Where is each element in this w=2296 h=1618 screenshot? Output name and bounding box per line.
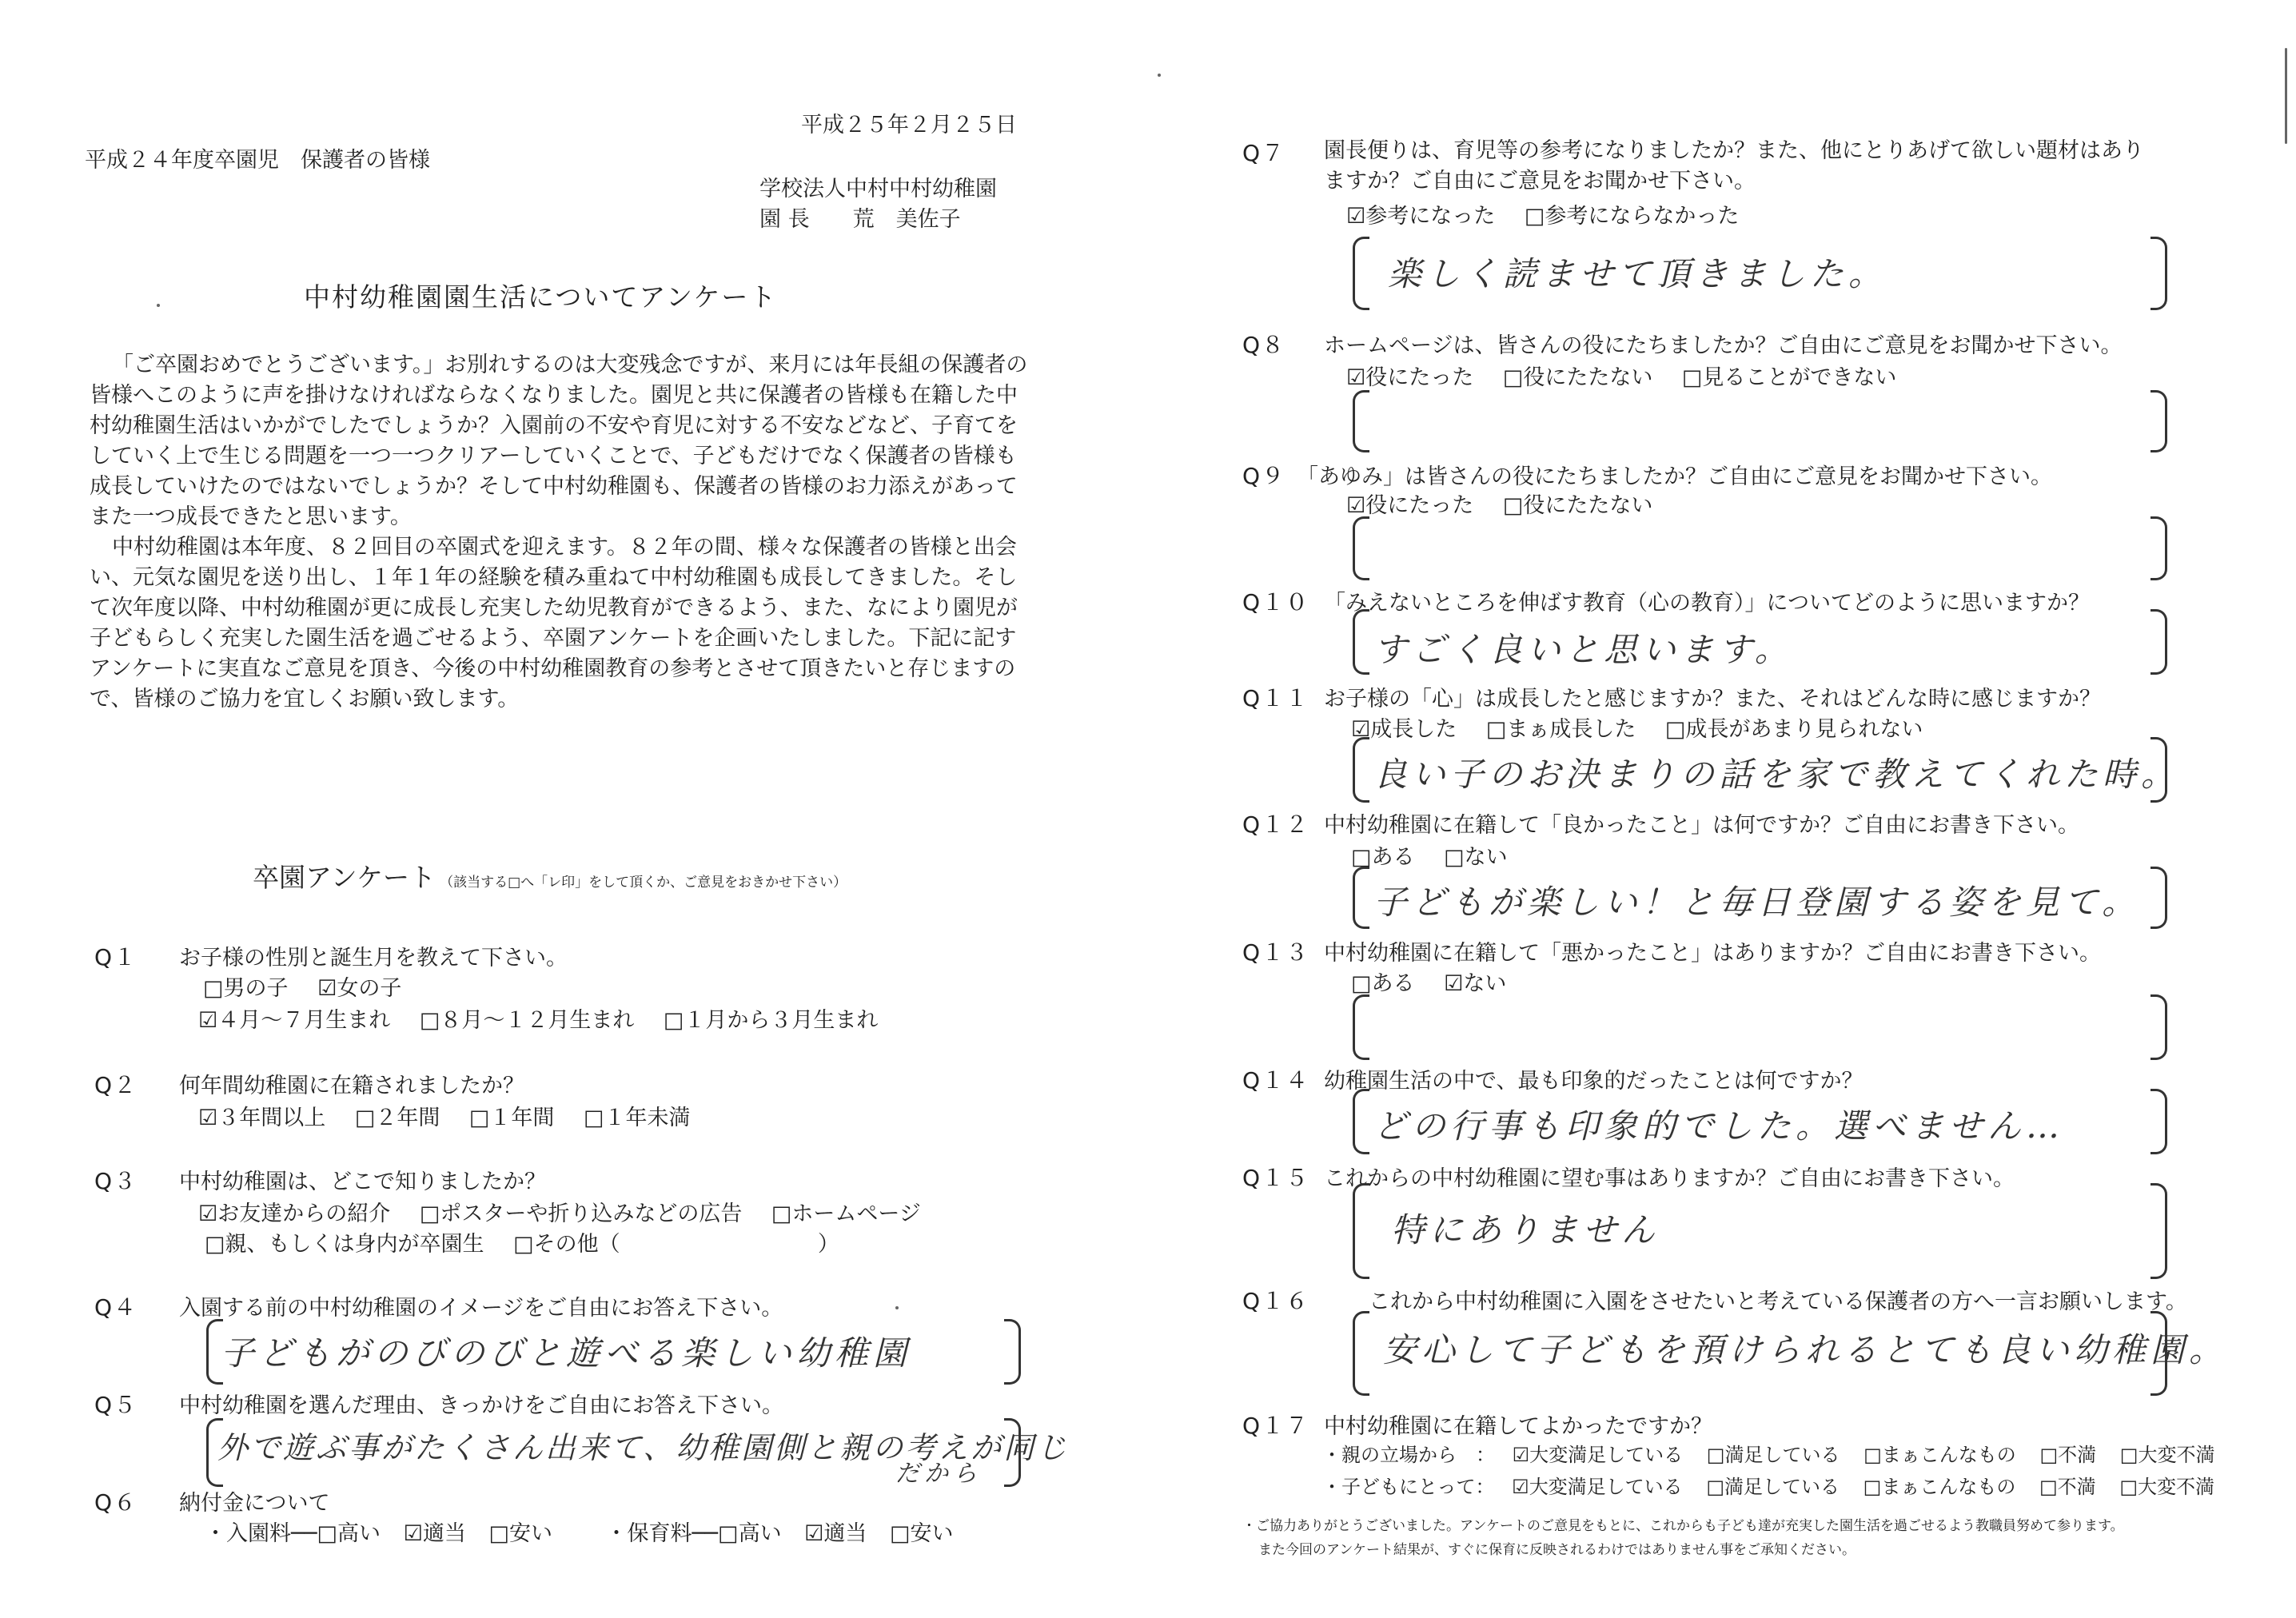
q5-answer-cont[interactable]: だから <box>895 1460 982 1488</box>
q6-tuition-low[interactable]: □安い <box>889 1521 954 1546</box>
q3-other-close: ） <box>817 1232 839 1257</box>
q14-bracket-left <box>1353 1089 1369 1154</box>
q16-answer[interactable]: 安心して子どもを預けられるとても良い幼稚園。 <box>1383 1330 2228 1369</box>
q6-number: Q６ <box>94 1489 138 1516</box>
q9-number: Q９ <box>1242 463 1286 489</box>
q13-option-yes[interactable]: □ある <box>1351 971 1415 996</box>
scan-speck <box>895 1306 899 1309</box>
q12-bracket-right <box>2151 867 2167 929</box>
q12-option-no[interactable]: □ない <box>1444 845 1508 870</box>
q6-entry-high[interactable]: ・入園料──□高い <box>205 1521 381 1546</box>
q17-number: Q１７ <box>1242 1413 1310 1439</box>
intro-text <box>90 350 1029 715</box>
q5-text: 中村幼稚園を選んだ理由、きっかけをご自由にお答え下さい。 <box>179 1393 783 1418</box>
date: 平成２５年２月２５日 <box>801 113 1017 137</box>
q1-option-apr-jul[interactable]: ☑４月～７月生まれ <box>198 1008 391 1033</box>
q13-options <box>1351 966 1529 997</box>
q7-bracket-left <box>1353 237 1369 310</box>
q8-option-cannot-view[interactable]: □見ることができない <box>1681 365 1897 390</box>
q17-parent-unsatisfied[interactable]: □不満 <box>2039 1444 2097 1466</box>
q12-options <box>1351 839 1530 871</box>
q6-entry-fair[interactable]: ☑適当 <box>403 1521 466 1546</box>
q2-number: Q２ <box>94 1072 138 1098</box>
q2-option-1yr[interactable]: □１年間 <box>468 1106 555 1130</box>
q3-option-ad[interactable]: □ポスターや折り込みなどの広告 <box>419 1202 743 1226</box>
q2-option-2yrs[interactable]: □２年間 <box>354 1106 440 1130</box>
q9-options <box>1346 488 1675 519</box>
q17-parent-very-unsatisfied[interactable]: □大変不満 <box>2119 1444 2215 1466</box>
q11-option-grew[interactable]: ☑成長した <box>1351 717 1457 742</box>
survey-heading <box>253 857 847 895</box>
q15-answer[interactable]: 特にありません <box>1391 1210 1660 1249</box>
q3-options-a <box>198 1196 943 1227</box>
q9-text: 「あゆみ」は皆さんの役にたちましたか？ご自由にご意見をお聞かせ下さい。 <box>1297 464 2052 489</box>
q13-bracket-right <box>2151 994 2167 1060</box>
q10-bracket-left <box>1353 609 1369 675</box>
q11-option-somewhat[interactable]: □まぁ成長した <box>1485 717 1636 742</box>
scan-speck <box>2285 48 2287 144</box>
q8-option-not-useful[interactable]: □役にたたない <box>1502 365 1653 390</box>
q17-parent-so-so[interactable]: □まぁこんなもの <box>1864 1444 2016 1466</box>
intro-paragraph-2: 中村幼稚園は本年度、８２回目の卒園式を迎えます。８２年の間、様々な保護者の皆様と出会い、元気な園児を送り出し、１年１年の経験を積み重ねて中村幼稚園も成長してきました。そして次年度以降、中村幼稚園が更に成長し充実した幼児教育ができるよう、また、なにより園児が子どもらしく充実した園生活を過ごせるよう、卒園アンケートを企画いたしました。下記に記すアンケートに実直なご意見を頂き、今後の中村幼稚園教育の参考とさせて頂きたいと存じますので、皆様のご協力を宜しくお願い致します。 <box>90 535 1018 711</box>
q9-option-useful[interactable]: ☑役にたった <box>1346 493 1474 518</box>
q3-text: 中村幼稚園は、どこで知りましたか？ <box>179 1170 546 1194</box>
q16-bracket-left <box>1353 1311 1369 1396</box>
q17-child-very-satisfied[interactable]: ☑大変満足している <box>1512 1476 1683 1498</box>
q17-row-child-label: ・子どもにとって： <box>1322 1476 1495 1498</box>
q7-text: 園長便りは、育児等の参考になりましたか？また、他にとりあげて欲しい題材はありますか？ご自由にご意見をお聞かせ下さい。 <box>1324 138 2144 193</box>
q13-bracket-left <box>1353 994 1369 1060</box>
q8-bracket-left <box>1353 390 1369 452</box>
intro-paragraph-1: 「ご卒園おめでとうございます。」お別れするのは大変残念ですが、来月には年長組の保護者の皆様へこのように声を掛けなければならなくなりました。園児と共に保護者の皆様も在籍した中村幼稚園生活はいかがでしたでしょうか？入園前の不安や育児に対する不安などなど、子育てをしていく上で生じる問題を一つ一つクリアーしていくことで、子どもだけでなく保護者の皆様も成長していけたのではないでしょうか？そして中村幼稚園も、保護者の皆様のお力添えがあってまた一つ成長できたと思います。 <box>90 353 1028 529</box>
q10-number: Q１０ <box>1242 589 1310 616</box>
q7-options <box>1346 198 1761 229</box>
q2-option-under1[interactable]: □１年未満 <box>584 1106 691 1130</box>
q8-bracket-right <box>2151 390 2167 452</box>
q12-answer[interactable]: 子どもが楽しい！と毎日登園する姿を見て。 <box>1373 883 2141 922</box>
q16-text: これから中村幼稚園に入園をさせたいと考えている保護者の方へ一言お願いします。 <box>1369 1289 2187 1314</box>
q14-text: 幼稚園生活の中で、最も印象的だったことは何ですか？ <box>1324 1069 1864 1094</box>
q9-bracket-right <box>2151 516 2167 580</box>
q1-text: お子様の性別と誕生月を教えて下さい。 <box>179 946 568 970</box>
q11-answer[interactable]: 良い子のお決まりの話を家で教えてくれた時。 <box>1373 755 2180 794</box>
principal-name: 園 長 荒 美佐子 <box>759 207 961 232</box>
q15-text: これからの中村幼稚園に望む事はありますか？ご自由にお書き下さい。 <box>1324 1166 2015 1191</box>
q6-entry-low[interactable]: □安い <box>488 1521 552 1546</box>
q6-tuition-fair[interactable]: ☑適当 <box>804 1521 867 1546</box>
q15-bracket-left <box>1353 1183 1369 1279</box>
q10-answer[interactable]: すごく良いと思います。 <box>1373 630 1793 669</box>
q7-bracket-right <box>2151 237 2167 310</box>
q17-child-unsatisfied[interactable]: □不満 <box>2039 1476 2096 1498</box>
q3-option-homepage[interactable]: □ホームページ <box>771 1202 921 1226</box>
q2-options <box>198 1100 713 1131</box>
q16-number: Q１６ <box>1242 1288 1310 1314</box>
q4-text: 入園する前の中村幼稚園のイメージをご自由にお答え下さい。 <box>179 1296 783 1321</box>
q5-answer[interactable]: 外で遊ぶ事がたくさん出来て、幼稚園側と親の考えが同じ <box>217 1430 1070 1465</box>
q12-bracket-left <box>1353 867 1369 929</box>
q4-answer[interactable]: 子どもがのびのびと遊べる楽しい幼稚園 <box>221 1333 912 1373</box>
q1-option-aug-dec[interactable]: □８月～１２月生まれ <box>419 1008 635 1033</box>
survey-title: 卒園アンケート <box>253 862 436 893</box>
scan-speck <box>157 304 160 307</box>
q17-row-parent-label: ・親の立場から ： <box>1322 1444 1495 1466</box>
q14-bracket-right <box>2151 1089 2167 1154</box>
recipient: 平成２４年度卒園児 保護者の皆様 <box>85 148 430 173</box>
q8-option-useful[interactable]: ☑役にたった <box>1346 365 1474 390</box>
q8-number: Q８ <box>1242 332 1286 358</box>
q17-row-parent <box>1322 1439 2214 1467</box>
q15-number: Q１５ <box>1242 1165 1310 1191</box>
q11-text: お子様の「心」は成長したと感じますか？また、それはどんな時に感じますか？ <box>1324 687 2101 711</box>
q7-option-not-useful[interactable]: □参考にならなかった <box>1524 204 1740 229</box>
q11-bracket-left <box>1353 737 1369 803</box>
q6-tuition-high[interactable]: ・保育料──□高い <box>605 1521 782 1546</box>
q6-options <box>205 1516 954 1547</box>
q17-parent-very-satisfied[interactable]: ☑大変満足している <box>1512 1444 1684 1466</box>
survey-instruction: （該当する□へ「レ印」をして頂くか、ご意見をおきかせ下さい） <box>440 875 847 891</box>
q1-option-girl[interactable]: ☑女の子 <box>317 976 402 1001</box>
q3-option-other[interactable]: □その他（ <box>513 1232 620 1257</box>
q9-option-not-useful[interactable]: □役にたたない <box>1502 493 1653 518</box>
scan-speck <box>1158 74 1161 77</box>
q3-number: Q３ <box>94 1168 138 1194</box>
q3-option-family[interactable]: □親、もしくは身内が卒園生 <box>205 1232 484 1257</box>
q4-number: Q４ <box>94 1294 138 1321</box>
q1-options-month <box>198 1002 900 1034</box>
q11-option-not-much[interactable]: □成長があまり見られない <box>1664 717 1923 742</box>
q10-bracket-right <box>2151 609 2167 675</box>
q13-text: 中村幼稚園に在籍して「悪かったこと」はありますか？ご自由にお書き下さい。 <box>1324 941 2101 966</box>
q12-text: 中村幼稚園に在籍して「良かったこと」は何ですか？ご自由にお書き下さい。 <box>1324 813 2079 838</box>
q1-option-boy[interactable]: □男の子 <box>203 976 289 1001</box>
q9-bracket-left <box>1353 516 1369 580</box>
q14-answer[interactable]: どの行事も印象的でした。選べません… <box>1373 1106 2065 1146</box>
footer-note-2: また今回のアンケート結果が、すぐに保育に反映されるわけではありません事をご承知ください。 <box>1258 1542 1856 1558</box>
q8-text: ホームページは、皆さんの役にたちましたか？ご自由にご意見をお聞かせ下さい。 <box>1324 333 2123 358</box>
q14-number: Q１４ <box>1242 1067 1310 1094</box>
q13-option-no[interactable]: ☑ない <box>1444 971 1507 996</box>
q1-option-jan-mar[interactable]: □１月から３月生まれ <box>663 1008 879 1033</box>
q11-number: Q１１ <box>1242 685 1310 711</box>
q12-option-yes[interactable]: □ある <box>1351 845 1415 870</box>
q1-number: Q１ <box>94 944 138 970</box>
q7-option-useful[interactable]: ☑参考になった <box>1346 204 1496 229</box>
q6-text: 納付金について <box>179 1491 330 1516</box>
q17-row-child <box>1322 1471 2214 1499</box>
q13-number: Q１３ <box>1242 939 1310 966</box>
footer-note-1: ・ご協力ありがとうございました。アンケートのご意見をもとに、これからも子ども達が充実した園生活を過ごせるよう教職員努めて参ります。 <box>1242 1518 2124 1534</box>
q3-options-b <box>205 1226 839 1257</box>
q7-number: Q７ <box>1242 140 1286 166</box>
q7-answer[interactable]: 楽しく読ませて頂きました。 <box>1388 254 1887 293</box>
q17-child-so-so[interactable]: □まぁこんなもの <box>1863 1476 2016 1498</box>
q4-bracket-right <box>1004 1319 1021 1385</box>
q11-options <box>1351 711 1945 743</box>
q10-text: 「みえないところを伸ばす教育（心の教育）」についてどのように思いますか？ <box>1324 591 2090 616</box>
q17-text: 中村幼稚園に在籍してよかったですか？ <box>1324 1414 1712 1439</box>
q17-child-very-unsatisfied[interactable]: □大変不満 <box>2119 1476 2214 1498</box>
q2-text: 何年間幼稚園に在籍されましたか？ <box>179 1074 524 1098</box>
school-name: 学校法人中村中村幼稚園 <box>759 177 997 201</box>
q5-number: Q５ <box>94 1392 138 1418</box>
q17-parent-satisfied[interactable]: □満足している <box>1706 1444 1840 1466</box>
q17-child-satisfied[interactable]: □満足している <box>1706 1476 1840 1498</box>
page-title: 中村幼稚園園生活についてアンケート <box>304 281 778 313</box>
q3-option-friend[interactable]: ☑お友達からの紹介 <box>198 1202 391 1226</box>
q12-number: Q１２ <box>1242 811 1310 838</box>
q2-option-3yrs[interactable]: ☑３年間以上 <box>198 1106 326 1130</box>
q8-options <box>1346 360 1919 391</box>
q15-bracket-right <box>2151 1183 2167 1279</box>
q1-options-gender <box>203 970 424 1002</box>
